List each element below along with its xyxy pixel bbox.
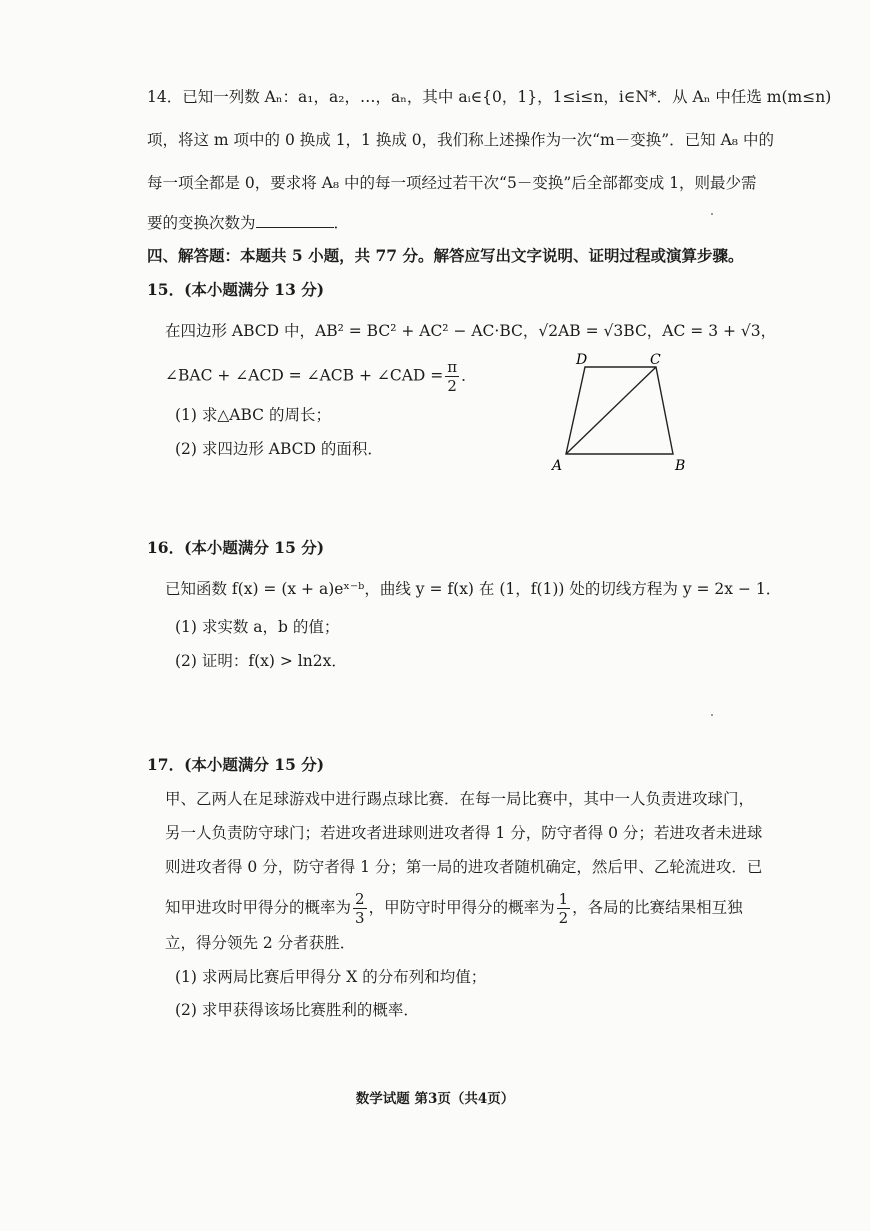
fraction-numerator: 1: [558, 890, 569, 908]
q15-part-1: (1) 求△ABC 的周长；: [175, 406, 331, 424]
q17-line-4-text-b: ，甲防守时甲得分的概率为: [368, 898, 555, 917]
q14-line-3: 每一项全都是 0，要求将 A₈ 中的每一项经过若干次“5－变换”后全部都变成 1，则最少需: [147, 174, 757, 192]
q17-part-1: (1) 求两局比赛后甲得分 X 的分布列和均值；: [175, 968, 487, 986]
q15-angle-condition: ∠BAC + ∠ACD = ∠ACB + ∠CAD =: [165, 366, 444, 385]
q17-line-5: 立，得分领先 2 分者获胜．: [165, 934, 356, 952]
fraction-numerator: π: [447, 358, 458, 376]
fraction-denominator: 2: [558, 909, 569, 927]
q17-line-4: [165, 890, 743, 927]
q17-part-2: (2) 求甲获得该场比赛胜利的概率．: [175, 1001, 419, 1019]
section-4-heading: 四、解答题：本题共 5 小题，共 77 分。解答应写出文字说明、证明过程或演算步骤。: [147, 246, 744, 265]
q16-header: 16．(本小题满分 15 分): [147, 538, 325, 557]
q17-line-2: 另一人负责防守球门；若进攻者进球则进攻者得 1 分，防守者得 0 分；若进攻者未进球: [165, 824, 763, 842]
q17-line-4-text-a: 知甲进攻时甲得分的概率为: [165, 898, 352, 917]
diagonal-ac: [566, 367, 656, 454]
scan-speck: [711, 714, 713, 716]
q16-part-2: (2) 证明：f(x) > ln2x．: [175, 652, 347, 670]
quadrilateral-abcd-figure: [545, 352, 695, 474]
answer-blank[interactable]: [256, 213, 334, 228]
fraction-numerator: 2: [355, 890, 365, 908]
scan-speck: [711, 213, 713, 215]
q17-line-3: 则进攻者得 0 分，防守者得 1 分；第一局的进攻者随机确定，然后甲、乙轮流进攻．已: [165, 858, 763, 876]
page-footer: 数学试题 第3页（共4页）: [355, 1091, 515, 1107]
q15-part-2: (2) 求四边形 ABCD 的面积．: [175, 440, 383, 458]
q17-line-4-text-c: ，各局的比赛结果相互独: [572, 898, 743, 917]
q17-header: 17．(本小题满分 15 分): [147, 755, 325, 774]
q16-part-1: (1) 求实数 a，b 的值；: [175, 618, 340, 636]
q14-line-1: 14．已知一列数 Aₙ：a₁，a₂，…，aₙ，其中 aᵢ∈{0，1}，1≤i≤n，i∈N*．从 Aₙ 中任选 m(m≤n): [147, 88, 832, 106]
q14-line-4-end: ．: [333, 214, 350, 232]
vertex-label-b: B: [675, 458, 686, 474]
vertex-label-a: A: [552, 458, 563, 474]
q14-line-4-text: 要的变换次数为: [147, 214, 256, 232]
q15-line-2-end: ．: [461, 366, 477, 385]
q15-line-2: [165, 358, 477, 395]
q14-line-2: 项，将这 m 项中的 0 换成 1，1 换成 0，我们称上述操作为一次“m－变换”．已知 A₈ 中的: [147, 131, 774, 149]
fraction-denominator: 2: [447, 377, 457, 395]
two-thirds-fraction: [353, 890, 367, 927]
q15-line-1: 在四边形 ABCD 中，AB² = BC² + AC² − AC·BC，√2AB = √3BC，AC = 3 + √3，: [165, 322, 777, 340]
q17-line-1: 甲、乙两人在足球游戏中进行踢点球比赛．在每一局比赛中，其中一人负责进攻球门，: [165, 790, 755, 808]
fraction-denominator: 3: [355, 909, 365, 927]
one-half-fraction: [557, 890, 571, 927]
vertex-label-d: D: [576, 352, 588, 368]
q16-line-1: 已知函数 f(x) = (x + a)eˣ⁻ᵇ，曲线 y = f(x) 在 (1，f(1)) 处的切线方程为 y = 2x − 1．: [165, 580, 782, 598]
q14-line-4: [147, 212, 349, 234]
vertex-label-c: C: [650, 352, 661, 368]
quadrilateral-outline: [566, 367, 673, 454]
pi-over-2-fraction: [445, 358, 459, 395]
q15-header: 15．(本小题满分 13 分): [147, 280, 325, 299]
